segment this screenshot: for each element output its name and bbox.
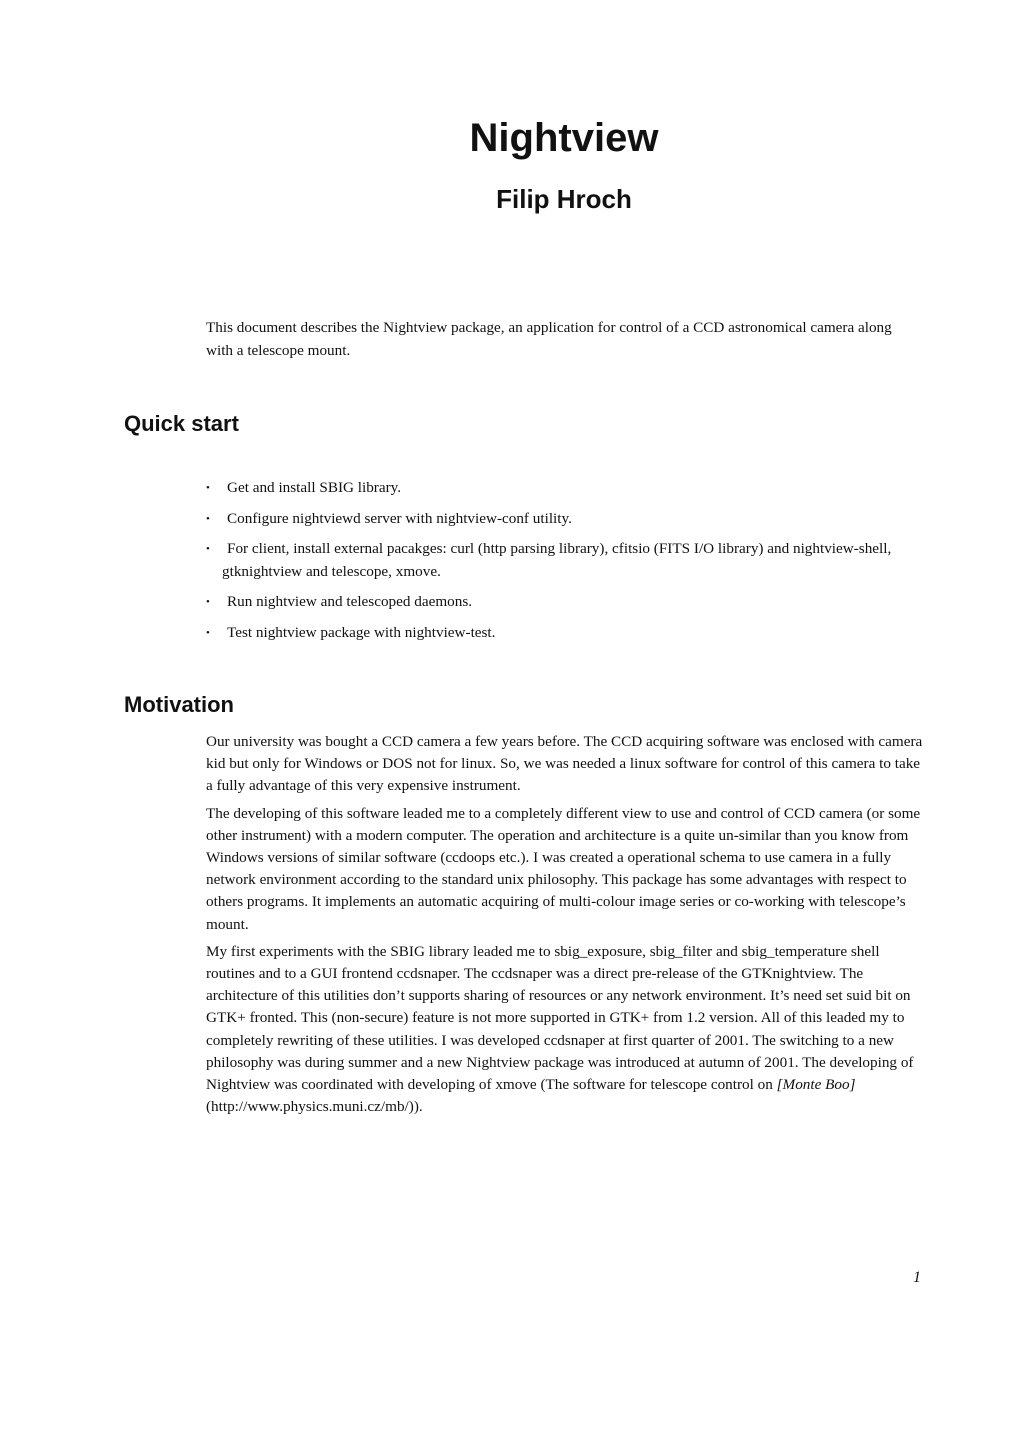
page-number: 1 — [913, 1269, 921, 1286]
bullet-icon: • — [206, 596, 210, 608]
list-item-text: For client, install external pacakges: curl (http parsing library), cfitsio (FITS I/O library) and nightview-shell, gtknightview and telescope, xmove. — [222, 540, 892, 580]
list-item — [206, 538, 922, 583]
document-author: Filip Hroch — [496, 184, 632, 214]
motivation-paragraph: Our university was bought a CCD camera a few years before. The CCD acquiring software was enclosed with camera kid but only for Windows or DOS not for linux. So, we was needed a linux software for control of this camera to take a fully advantage of this very expensive instrument. — [206, 733, 923, 795]
motivation-paragraph-last — [206, 941, 924, 1119]
monte-boo-url: (http://www.physics.muni.cz/mb/)). — [206, 1098, 423, 1116]
motivation-body — [206, 731, 924, 1123]
list-item-text: Configure nightviewd server with nightview-conf utility. — [227, 509, 572, 527]
list-item — [206, 622, 922, 645]
list-item-text: Test nightview package with nightview-test. — [227, 623, 496, 641]
bullet-icon: • — [206, 543, 210, 555]
monte-boo-link[interactable]: [Monte Boo] — [776, 1076, 856, 1094]
document-title: Nightview — [469, 116, 659, 160]
list-item — [206, 508, 922, 531]
list-item-text: Run nightview and telescoped daemons. — [227, 593, 473, 610]
motivation-paragraph-text: My first experiments with the SBIG library leaded me to sbig_exposure, sbig_filter and sbig_temperature shell routines and to a GUI frontend ccdsnaper. The ccdsnaper was a direct pre-release of the GTKnightview. The architecture of this utilities don’t supports sharing of resources or any network environment. It’s need set suid bit on GTK+ fronted. This (non-secure) feature is not more supported in GTK+ from 1.2 version. All of this leaded my to completely rewriting of these utilities. I was developed ccdsnaper at first quarter of 2001. The switching to a new philosophy was during summer and a new Nightview package was introduced at autumn of 2001. The developing of Nightview was coordinated with developing of xmove (The software for telescope control on — [206, 942, 914, 1094]
bullet-icon: • — [206, 482, 210, 494]
bullet-icon: • — [206, 626, 210, 639]
list-item — [206, 591, 922, 614]
list-item — [206, 477, 922, 500]
quick-start-heading: Quick start — [124, 411, 239, 436]
abstract: This document describes the Nightview package, an application for control of a CCD astronomical camera along with a telescope mount. — [206, 319, 892, 359]
quick-start-list — [206, 477, 922, 652]
motivation-paragraph: The developing of this software leaded me to a completely different view to use and control of CCD camera (or some other instrument) with a modern computer. The operation and architecture is a quite un-similar than you know from Windows versions of similar software (ccdoops etc.). I was created a operational schema to use camera in a fully network environment according to the standard unix philosophy. This package has some advantages with respect to others programs. It implements an automatic acquiring of multi-colour image series or co-working with telescope’s mount. — [206, 804, 921, 933]
bullet-icon: • — [206, 512, 210, 525]
list-item-text: Get and install SBIG library. — [227, 479, 402, 496]
motivation-heading: Motivation — [124, 692, 234, 717]
